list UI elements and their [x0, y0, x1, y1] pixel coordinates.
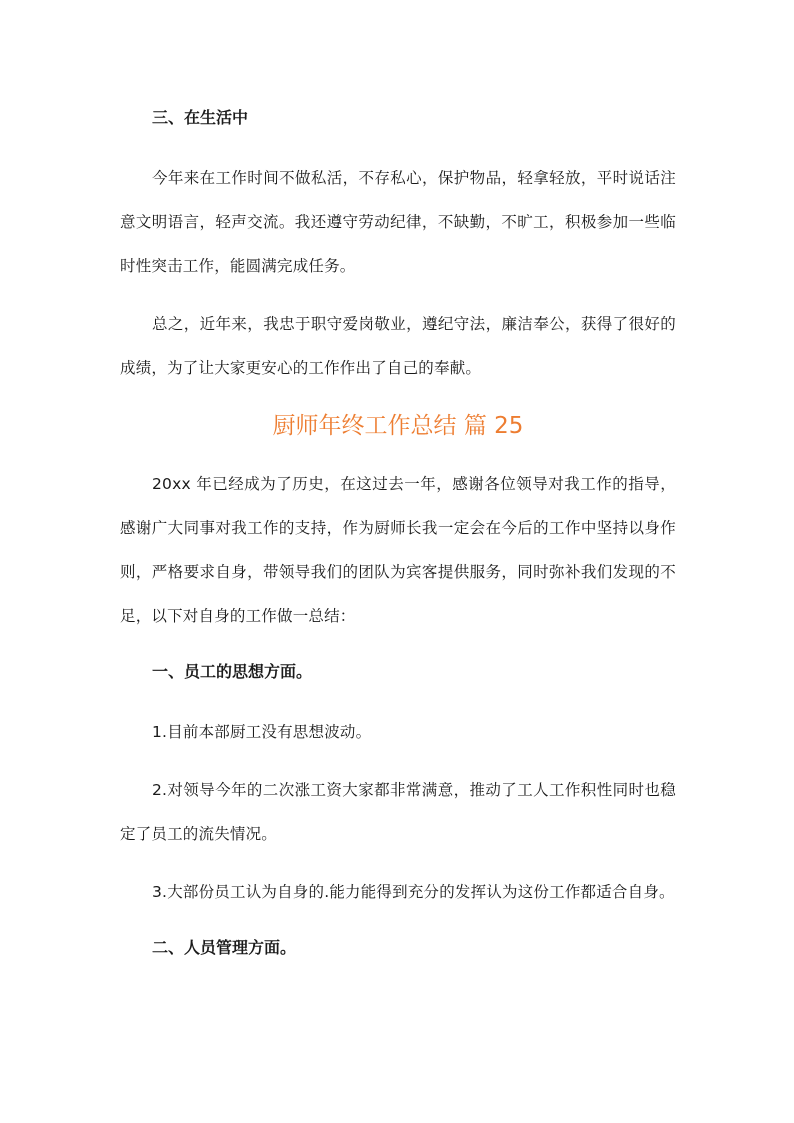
section-heading-life: 三、在生活中	[152, 108, 249, 127]
article-title: 厨师年终工作总结 篇 25	[272, 413, 524, 439]
paragraph-intro: 20xx 年已经成为了历史，在这过去一年，感谢各位领导对我工作的指导，感谢广大同事对我工作的支持，作为厨师长我一定会在今后的工作中坚持以身作则，严格要求自身，带领导我们的团队为宾客提供服务，同时弥补我们发现的不足，以下对自身的工作做一总结：	[120, 475, 676, 625]
list-item-2: 2.对领导今年的二次涨工资大家都非常满意，推动了工人工作积性同时也稳定了员工的流失情况。	[120, 781, 676, 843]
section-heading-personnel: 二、人员管理方面。	[152, 938, 297, 957]
section-heading-staff-thinking: 一、员工的思想方面。	[152, 662, 313, 681]
paragraph-summary: 总之，近年来，我忠于职守爱岗敬业，遵纪守法，廉洁奉公，获得了很好的成绩，为了让大家更安心的工作作出了自己的奉献。	[120, 315, 676, 377]
list-item-1: 1.目前本部厨工没有思想波动。	[152, 723, 372, 741]
list-item-3: 3.大部份员工认为自身的.能力能得到充分的发挥认为这份工作都适合自身。	[152, 883, 675, 901]
paragraph-life-conduct: 今年来在工作时间不做私活，不存私心，保护物品，轻拿轻放，平时说话注意文明语言，轻声交流。我还遵守劳动纪律，不缺勤，不旷工，积极参加一些临时性突击工作，能圆满完成任务。	[120, 169, 676, 275]
document-content	[120, 98, 676, 968]
